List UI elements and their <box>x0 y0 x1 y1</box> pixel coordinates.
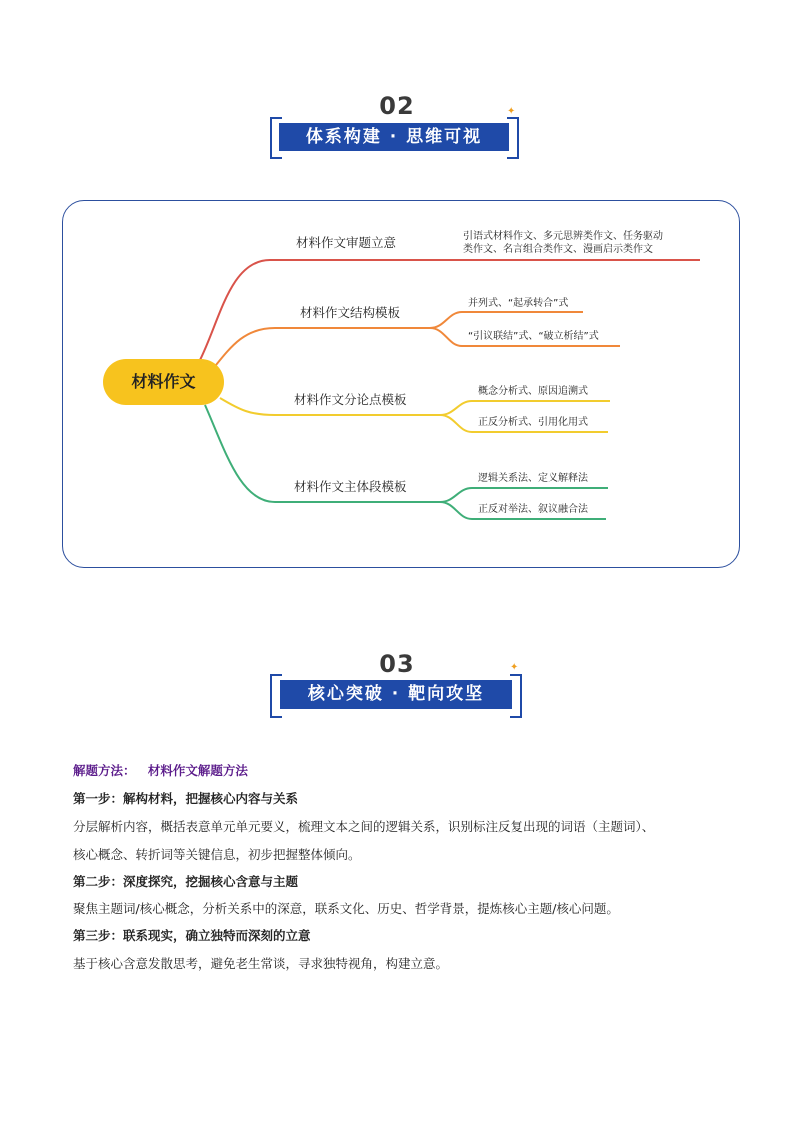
sparkle-icon: ✦ <box>510 662 519 673</box>
branch-label-2: 材料作文结构模板 <box>300 305 401 320</box>
step3-line1: 基于核心含意发散思考，避免老生常谈，寻求独特视角，构建立意。 <box>73 956 449 971</box>
connector-branch-1 <box>200 260 700 360</box>
branch-label-4: 材料作文主体段模板 <box>294 479 407 494</box>
leaf-label-4a: 逻辑关系法、定义解释法 <box>478 473 588 484</box>
step1-title: 第一步：解构材料，把握核心内容与关系 <box>73 791 299 806</box>
connector-leaf-2a <box>430 312 583 328</box>
branch-label-3: 材料作文分论点模板 <box>294 392 407 407</box>
leaf-label-2a: 并列式、“起承转合”式 <box>468 298 569 309</box>
step2-line1: 聚焦主题词/核心概念，分析关系中的深意，联系文化、历史、哲学背景，提炼核心主题/核心问题。 <box>73 901 619 916</box>
method-head-title: 材料作文解题方法 <box>147 763 248 778</box>
method-head-label: 解题方法： <box>73 763 136 778</box>
method-heading <box>73 761 248 779</box>
step2-title: 第二步：深度探究，挖掘核心含意与主题 <box>73 874 299 889</box>
sparkle-icon: ✦ <box>507 106 516 117</box>
leaf-label-3b: 正反分析式、引用化用式 <box>478 417 588 428</box>
leaf-label-3a: 概念分析式、原因追溯式 <box>478 386 588 397</box>
mindmap-center-node: 材料作文 <box>103 359 224 405</box>
branch-label-1: 材料作文审题立意 <box>296 235 397 250</box>
step1-line1: 分层解析内容，概括表意单元单元要义，梳理文本之间的逻辑关系，识别标注反复出现的词语（主题词）、 <box>73 819 655 834</box>
leaf-label-4b: 正反对举法、叙议融合法 <box>478 504 588 515</box>
section-number-03: 03 <box>379 650 415 678</box>
connector-leaf-4a <box>440 488 608 502</box>
connector-leaf-3a <box>440 401 610 415</box>
section-number-02: 02 <box>379 92 415 120</box>
step3-title: 第三步：联系现实，确立独特而深刻的立意 <box>73 928 311 943</box>
leaf-label-2b: “引议联结”式、“破立析结”式 <box>468 331 599 342</box>
leaf-label-1b: 类作文、名言组合类作文、漫画启示类作文 <box>463 244 653 255</box>
section-banner-02: 体系构建 · 思维可视 <box>277 121 511 153</box>
step1-line2: 核心概念、转折词等关键信息，初步把握整体倾向。 <box>73 847 361 862</box>
leaf-label-1a: 引语式材料作文、多元思辨类作文、任务驱动 <box>463 231 663 242</box>
section-banner-03: 核心突破 · 靶向攻坚 <box>278 678 514 711</box>
connector-branch-2 <box>212 328 430 370</box>
